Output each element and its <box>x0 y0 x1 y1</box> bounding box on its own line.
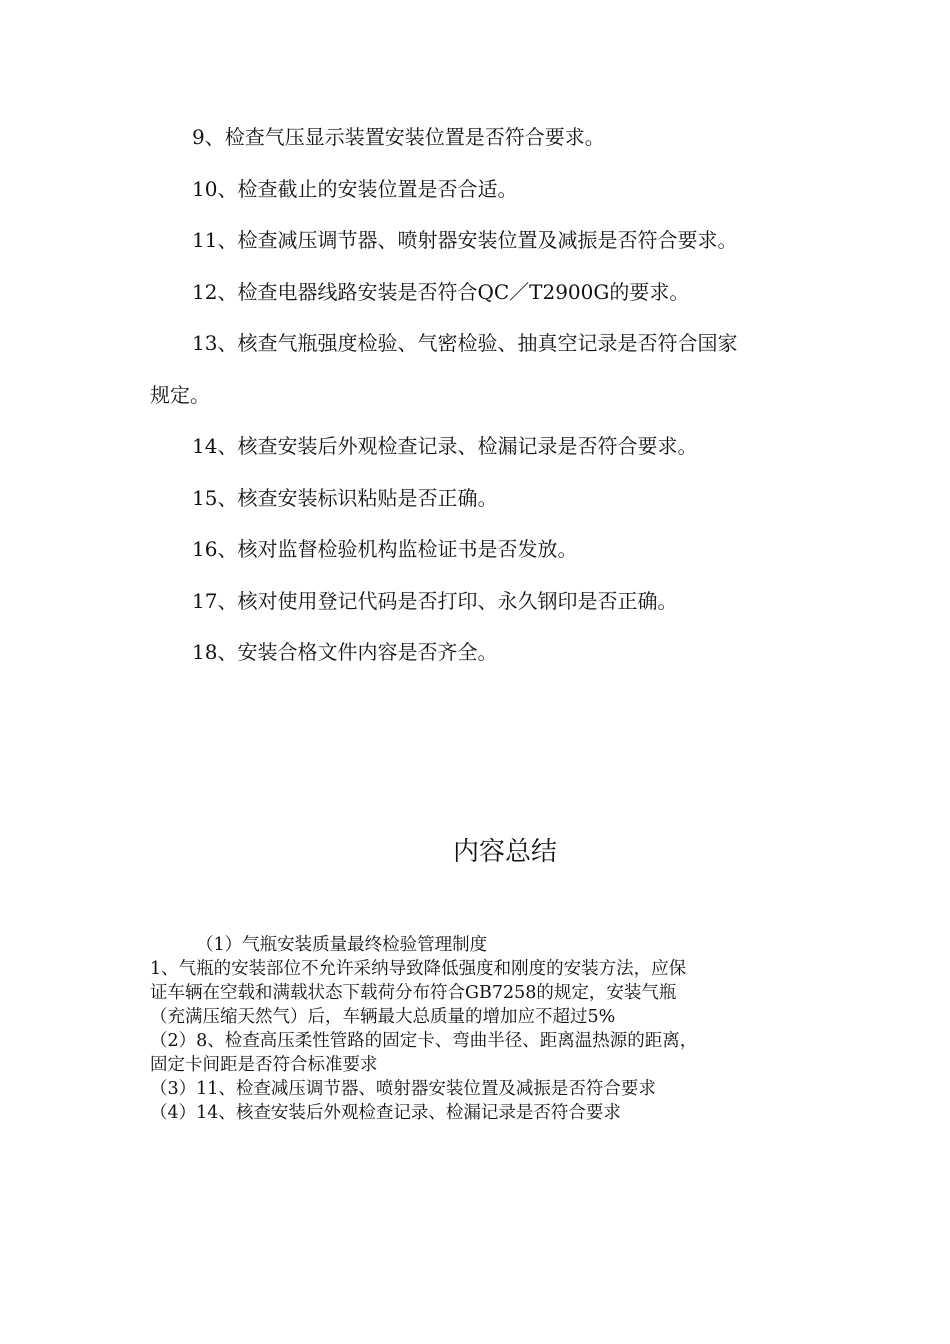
checklist-item: 13、核查气瓶强度检验、气密检验、抽真空记录是否符合国家 <box>192 331 738 355</box>
summary-title: 内容总结 <box>452 837 557 867</box>
checklist-item: 17、核对使用登记代码是否打印、永久钢印是否正确。 <box>192 589 678 613</box>
checklist-item: 18、安装合格文件内容是否齐全。 <box>192 640 498 664</box>
checklist-item: 14、核查安装后外观检查记录、检漏记录是否符合要求。 <box>192 434 698 458</box>
summary-line: 1、气瓶的安装部位不允许采纳导致降低强度和刚度的安装方法，应保 <box>150 959 687 979</box>
summary-line: （4）14、核查安装后外观检查记录、检漏记录是否符合要求 <box>150 1103 621 1123</box>
summary-line: 证车辆在空载和满载状态下载荷分布符合GB7258的规定，安装气瓶 <box>150 983 677 1003</box>
checklist-item-continuation: 规定。 <box>150 383 210 407</box>
checklist-item: 16、核对监督检验机构监检证书是否发放。 <box>192 537 578 561</box>
summary-body <box>150 933 800 1125</box>
checklist-item: 10、检查截止的安装位置是否合适。 <box>192 177 518 201</box>
summary-line: （2）8、检查高压柔性管路的固定卡、弯曲半径、距离温热源的距离， <box>150 1031 698 1051</box>
checklist-item: 15、核查安装标识粘贴是否正确。 <box>192 486 498 510</box>
summary-line: （3）11、检查减压调节器、喷射器安装位置及减振是否符合要求 <box>150 1079 656 1099</box>
checklist-item: 11、检查减压调节器、喷射器安装位置及减振是否符合要求。 <box>192 228 738 252</box>
checklist-item: 9、检查气压显示装置安装位置是否符合要求。 <box>192 125 605 149</box>
summary-line: （充满压缩天然气）后，车辆最大总质量的增加应不超过5% <box>150 1007 616 1027</box>
summary-line: 固定卡间距是否符合标准要求 <box>150 1055 378 1075</box>
summary-heading: （1）气瓶安装质量最终检验管理制度 <box>196 935 488 955</box>
checklist-item: 12、检查电器线路安装是否符合QC／T2900G的要求。 <box>192 280 690 304</box>
